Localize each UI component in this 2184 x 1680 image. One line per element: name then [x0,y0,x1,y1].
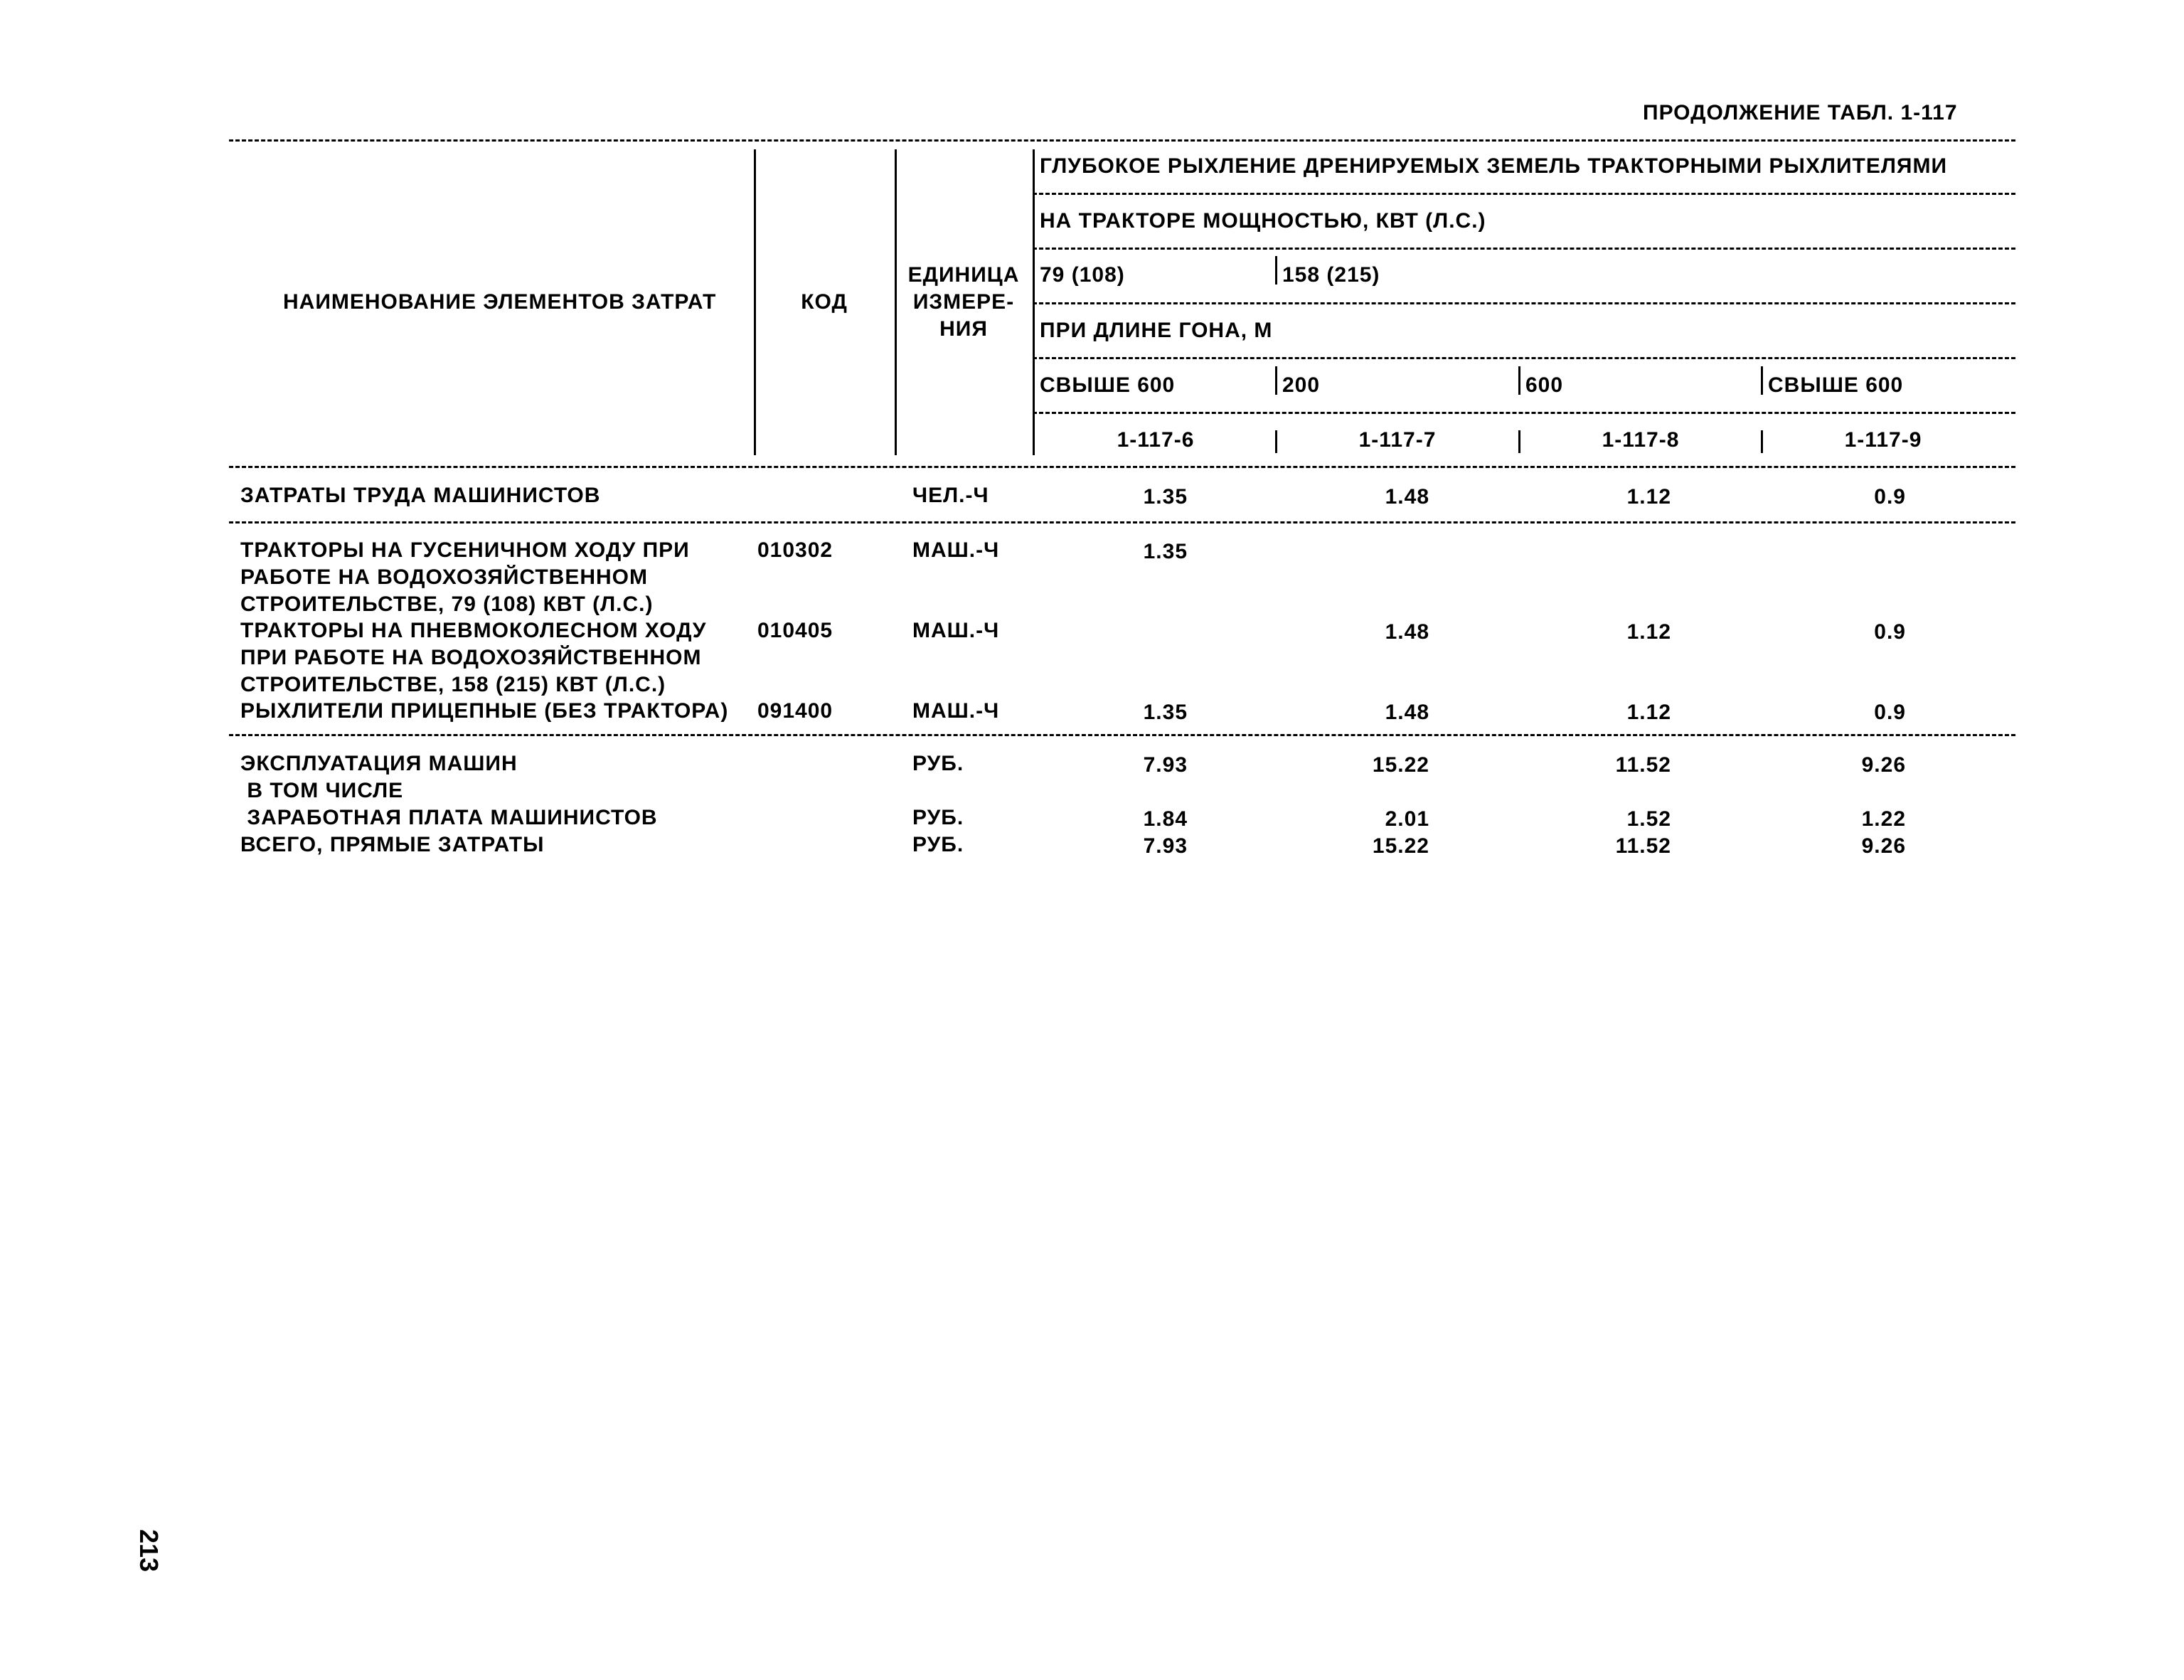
row-total-value-3: 11.52 [1615,834,1671,858]
row-labor-unit: ЧЕЛ.-Ч [912,484,989,507]
header-power-title: НА ТРАКТОРЕ МОЩНОСТЬЮ, КВТ (Л.С.) [1040,209,1486,233]
row-tractor-crawler-value-1: 1.35 [1143,540,1188,563]
header-divider-code [754,149,756,455]
header-length-title: ПРИ ДЛИНЕ ГОНА, М [1040,319,1273,342]
header-unit-line-1: ЕДИНИЦА [907,263,1020,287]
row-total-unit: РУБ. [912,833,964,856]
row-total-name: ВСЕГО, ПРЯМЫЕ ЗАТРАТЫ [240,833,545,856]
row-ripper-value-4: 0.9 [1874,701,1906,724]
rule-section-1 [229,521,2015,523]
page-number: 213 [134,1529,164,1573]
row-labor-value-2: 1.48 [1385,485,1429,509]
header-divider-length-1 [1275,366,1277,395]
row-ripper-value-2: 1.48 [1385,701,1429,724]
header-power-158: 158 (215) [1282,263,1380,287]
row-operation-value-2: 15.22 [1372,753,1429,777]
row-wages-value-1: 1.84 [1143,807,1188,831]
header-code-col: КОД [801,290,848,314]
header-length-1: СВЫШЕ 600 [1040,373,1176,397]
row-total-value-1: 7.93 [1143,834,1188,858]
row-tractor-crawler-code: 010302 [757,538,833,562]
row-operation-value-4: 9.26 [1861,753,1906,777]
rule-section-2 [229,734,2015,736]
row-tractor-wheeled-value-2: 1.48 [1385,620,1429,644]
header-divider-length-2 [1518,366,1520,395]
row-tractor-crawler-name-2: РАБОТЕ НА ВОДОХОЗЯЙСТВЕННОМ [240,565,649,589]
row-tractor-wheeled-name-2: ПРИ РАБОТЕ НА ВОДОХОЗЯЙСТВЕННОМ [240,646,702,669]
header-code-1: 1-117-6 [1117,428,1195,452]
header-divider-code-3 [1761,430,1763,453]
row-labor-value-4: 0.9 [1874,485,1906,509]
row-total-value-2: 15.22 [1372,834,1429,858]
row-operation-value-3: 11.52 [1615,753,1671,777]
row-ripper-code: 091400 [757,699,833,723]
row-wages-name: ЗАРАБОТНАЯ ПЛАТА МАШИНИСТОВ [240,806,658,829]
row-ripper-name: РЫХЛИТЕЛИ ПРИЦЕПНЫЕ (БЕЗ ТРАКТОРА) [240,699,729,723]
header-code-2: 1-117-7 [1358,428,1437,452]
header-divider-length-3 [1761,366,1763,395]
row-tractor-wheeled-code: 010405 [757,619,833,642]
header-divider-code-1 [1275,430,1277,453]
header-name-col: НАИМЕНОВАНИЕ ЭЛЕМЕНТОВ ЗАТРАТ [283,290,717,314]
header-code-4: 1-117-9 [1844,428,1922,452]
rule-header-3 [1033,302,2015,304]
row-operation-value-1: 7.93 [1143,753,1188,777]
header-divider-values [1033,149,1035,455]
row-tractor-wheeled-unit: МАШ.-Ч [912,619,1000,642]
row-wages-value-4: 1.22 [1861,807,1906,831]
row-ripper-value-1: 1.35 [1143,701,1188,724]
rule-header-5 [1033,412,2015,414]
row-labor-value-1: 1.35 [1143,485,1188,509]
header-divider-code-2 [1518,430,1520,453]
row-tractor-crawler-name-3: СТРОИТЕЛЬСТВЕ, 79 (108) КВТ (Л.С.) [240,592,654,616]
header-divider-power [1275,256,1277,285]
header-length-2: 200 [1282,373,1321,397]
header-length-3: 600 [1525,373,1564,397]
rule-top [229,139,2015,142]
header-divider-unit [895,149,897,455]
header-unit-line-3: НИЯ [939,317,988,341]
header-work-title: ГЛУБОКОЕ РЫХЛЕНИЕ ДРЕНИРУЕМЫХ ЗЕМЕЛЬ ТРАКТОРНЫМИ РЫХЛИТЕЛЯМИ [1040,154,1948,178]
row-ripper-unit: МАШ.-Ч [912,699,1000,723]
header-unit-line-2: ИЗМЕРЕ- [912,290,1015,314]
row-tractor-wheeled-value-4: 0.9 [1874,620,1906,644]
table-continuation-title: ПРОДОЛЖЕНИЕ ТАБЛ. 1-117 [1643,101,1958,124]
rule-header-bottom [229,466,2015,468]
row-wages-unit: РУБ. [912,806,964,829]
row-wages-value-2: 2.01 [1385,807,1429,831]
rule-header-4 [1033,357,2015,359]
row-operation-unit: РУБ. [912,752,964,775]
row-tractor-crawler-name-1: ТРАКТОРЫ НА ГУСЕНИЧНОМ ХОДУ ПРИ [240,538,690,562]
row-operation-name: ЭКСПЛУАТАЦИЯ МАШИН [240,752,518,775]
row-labor-name: ЗАТРАТЫ ТРУДА МАШИНИСТОВ [240,484,601,507]
row-wages-value-3: 1.52 [1626,807,1671,831]
row-including-name: В ТОМ ЧИСЛЕ [240,779,404,802]
header-code-3: 1-117-8 [1602,428,1680,452]
header-length-4: СВЫШЕ 600 [1768,373,1904,397]
row-ripper-value-3: 1.12 [1626,701,1671,724]
row-tractor-wheeled-name-1: ТРАКТОРЫ НА ПНЕВМОКОЛЕСНОМ ХОДУ [240,619,707,642]
row-tractor-wheeled-value-3: 1.12 [1626,620,1671,644]
row-labor-value-3: 1.12 [1626,485,1671,509]
rule-header-1 [1033,193,2015,195]
row-total-value-4: 9.26 [1861,834,1906,858]
header-power-79: 79 (108) [1040,263,1125,287]
row-tractor-crawler-unit: МАШ.-Ч [912,538,1000,562]
row-tractor-wheeled-name-3: СТРОИТЕЛЬСТВЕ, 158 (215) КВТ (Л.С.) [240,673,666,696]
rule-header-2 [1033,248,2015,250]
